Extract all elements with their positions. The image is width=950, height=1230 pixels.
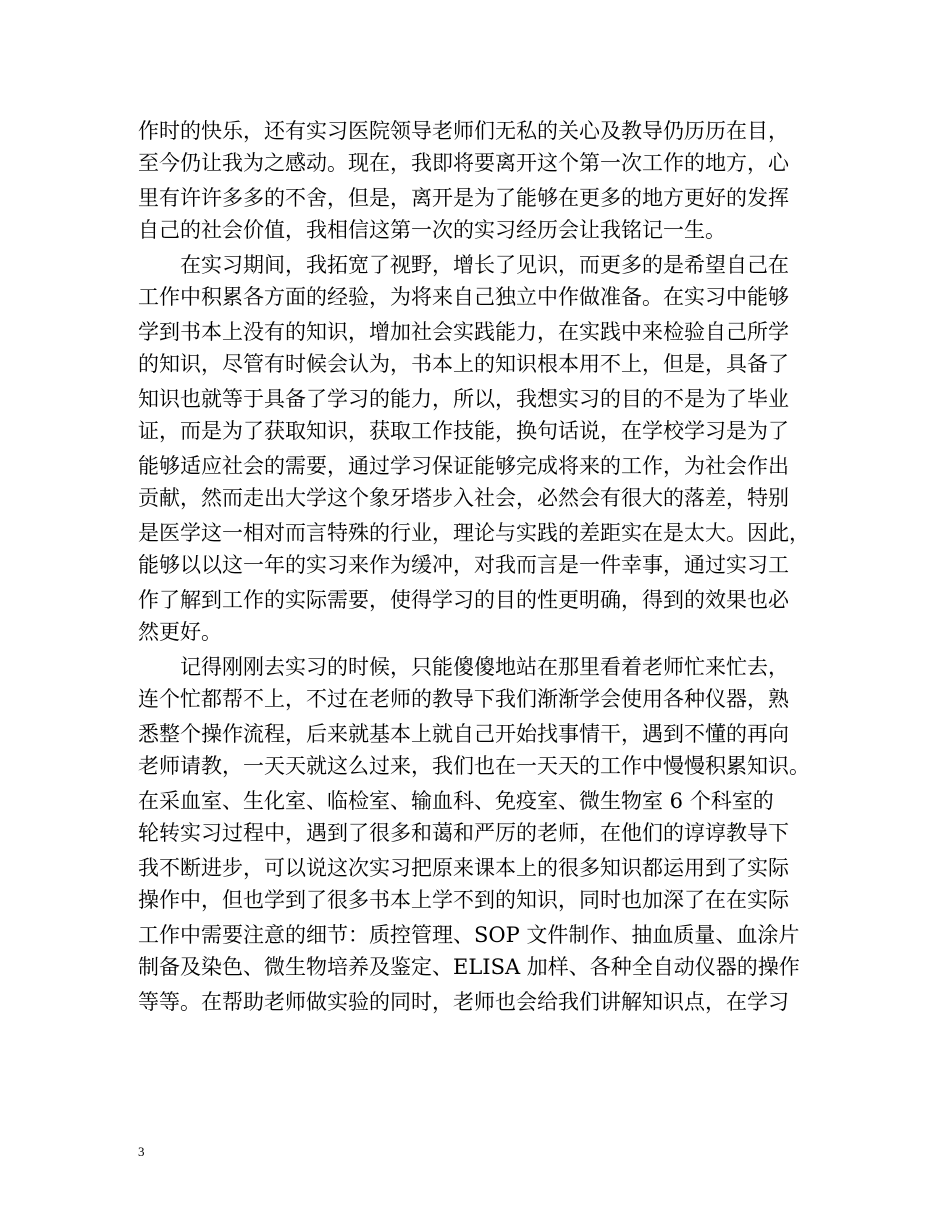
text-line: 能够适应社会的需要，通过学习保证能够完成将来的工作，为社会作出 — [138, 454, 789, 478]
text-line: 然更好。 — [138, 620, 222, 644]
text-line: 至今仍让我为之感动。现在，我即将要离开这个第一次工作的地方，心 — [138, 151, 789, 175]
text-line: 证，而是为了获取知识，获取工作技能，换句话说，在学校学习是为了 — [138, 419, 789, 443]
text-line: 老师请教，一天天就这么过来，我们也在一天天的工作中慢慢积累知识。 — [138, 754, 810, 778]
text-line: 知识也就等于具备了学习的能力，所以，我想实习的目的不是为了毕业 — [138, 387, 789, 411]
text-line: 制备及染色、微生物培养及鉴定、ELISA 加样、各种全自动仪器的操作 — [138, 955, 800, 979]
text-line: 里有许许多多的不舍，但是，离开是为了能够在更多的地方更好的发挥 — [138, 186, 789, 210]
text-line: 工作中需要注意的细节：质控管理、SOP 文件制作、抽血质量、血涂片 — [138, 923, 800, 947]
text-line: 学到书本上没有的知识，增加社会实践能力，在实践中来检验自己所学 — [138, 320, 789, 344]
text-line: 连个忙都帮不上，不过在老师的教导下我们渐渐学会使用各种仪器，熟 — [138, 687, 789, 711]
text-line: 的知识，尽管有时候会认为，书本上的知识根本用不上，但是，具备了 — [138, 352, 789, 376]
text-line: 我不断进步，可以说这次实习把原来课本上的很多知识都运用到了实际 — [138, 856, 789, 880]
text-line: 自己的社会价值，我相信这第一次的实习经历会让我铭记一生。 — [138, 218, 726, 242]
text-line: 在采血室、生化室、临检室、输血科、免疫室、微生物室 6 个科室的 — [138, 789, 774, 813]
text-line: 在实习期间，我拓宽了视野，增长了见识，而更多的是希望自己在 — [138, 253, 789, 277]
text-line: 是医学这一相对而言特殊的行业，理论与实践的差距实在是太大。因此， — [138, 521, 810, 545]
text-line: 工作中积累各方面的经验，为将来自己独立中作做准备。在实习中能够 — [138, 285, 789, 309]
text-line: 作时的快乐，还有实习医院领导老师们无私的关心及教导仍历历在目， — [138, 119, 789, 143]
text-line: 悉整个操作流程，后来就基本上就自己开始找事情干，遇到不懂的再向 — [138, 722, 789, 746]
text-line: 作了解到工作的实际需要，使得学习的目的性更明确，得到的效果也必 — [138, 588, 789, 612]
text-line: 等等。在帮助老师做实验的同时，老师也会给我们讲解知识点，在学习 — [138, 990, 789, 1014]
page-number: 3 — [138, 1144, 145, 1159]
text-line: 能够以以这一年的实习来作为缓冲，对我而言是一件幸事，通过实习工 — [138, 553, 789, 577]
text-line: 记得刚刚去实习的时候，只能傻傻地站在那里看着老师忙来忙去， — [138, 655, 789, 679]
text-line: 贡献，然而走出大学这个象牙塔步入社会，必然会有很大的落差，特别 — [138, 486, 789, 510]
text-line: 轮转实习过程中，遇到了很多和蔼和严厉的老师，在他们的谆谆教导下 — [138, 821, 789, 845]
text-line: 操作中，但也学到了很多书本上学不到的知识，同时也加深了在在实际 — [138, 888, 789, 912]
